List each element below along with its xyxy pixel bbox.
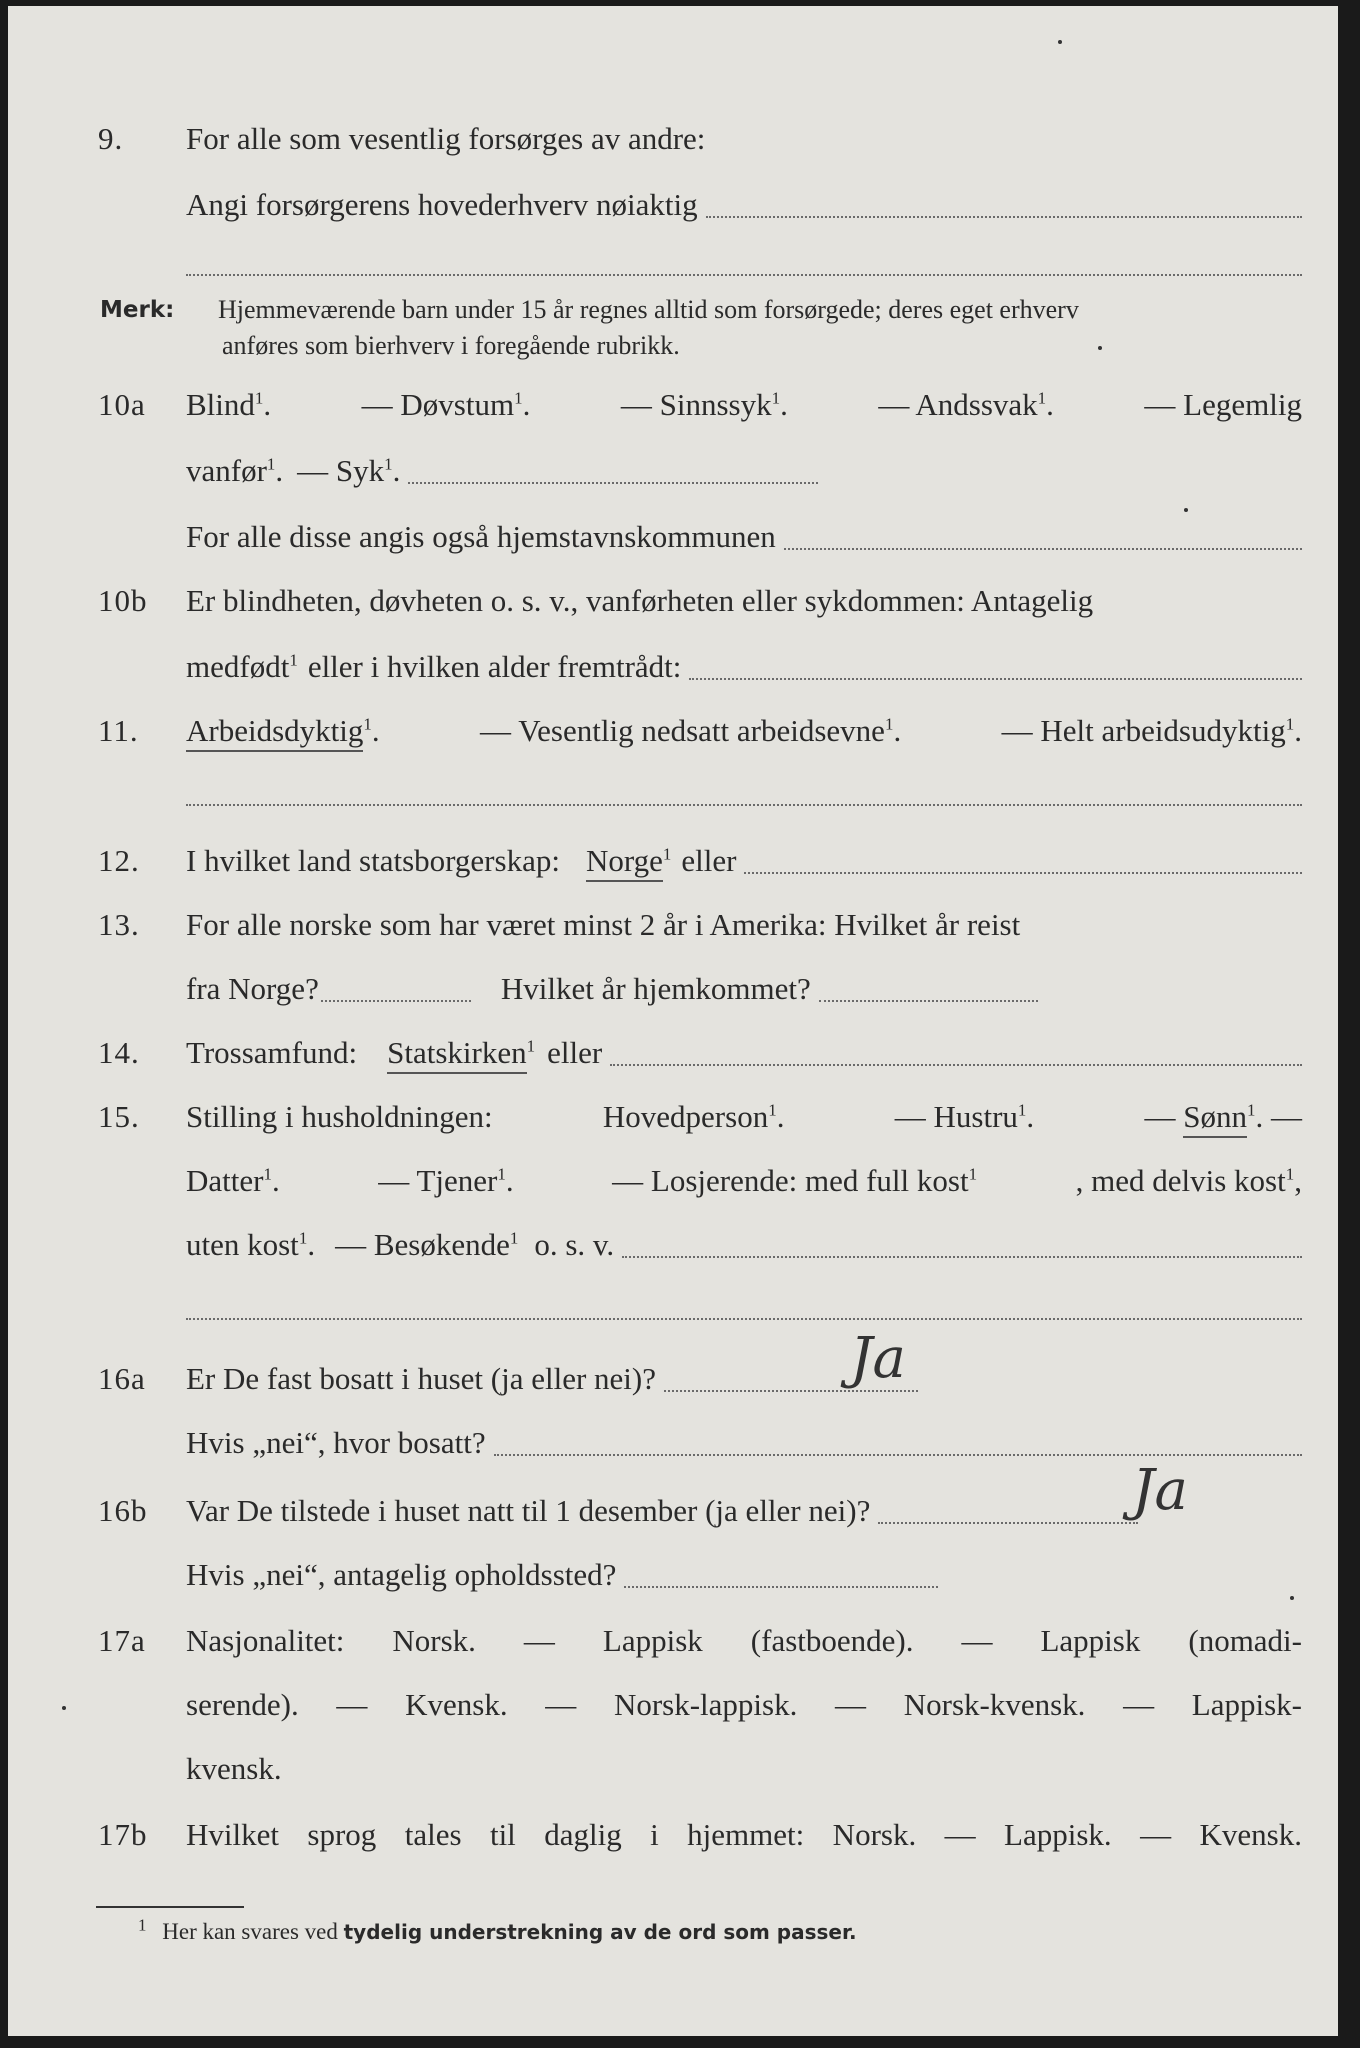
option-label: — Vesentlig nedsatt arbeidsevne <box>480 713 885 748</box>
question-number: 14. <box>98 1035 140 1070</box>
option-label: Hovedperson <box>602 1099 769 1134</box>
footnote-text: Her kan svares ved <box>162 1919 338 1944</box>
question-text: Stilling i husholdningen: <box>186 1099 493 1134</box>
option-label: — Andssvak <box>878 387 1038 422</box>
q16a-row-1 <box>8 1356 1338 1406</box>
answer-line[interactable] <box>186 804 1302 806</box>
footnote-ref: 1 <box>768 1100 777 1120</box>
q15-row-3 <box>8 1222 1338 1272</box>
option-label: Datter <box>186 1163 264 1198</box>
footnote-ref: 1 <box>1246 1100 1256 1120</box>
question-text: Er De fast bosatt i huset (ja eller nei)? <box>186 1361 656 1396</box>
option-datter[interactable]: Datter$^1$. <box>186 1163 280 1198</box>
question-text: Hvilket år hjemkommet? <box>500 971 811 1006</box>
note-label: Merk: <box>100 297 175 323</box>
note-line-2: anføres som bierhverv i foregående rubrikk. <box>222 331 680 360</box>
q9-row-2 <box>8 182 1338 232</box>
answer-field-q12[interactable] <box>744 871 1302 874</box>
paper-speck <box>62 1706 66 1710</box>
question-text: Hvis „nei“, antagelig opholdssted? <box>186 1557 617 1592</box>
q11-row <box>8 708 1338 758</box>
answer-line[interactable] <box>186 1318 1302 1320</box>
question-number: 13. <box>98 907 140 942</box>
option-label-underlined: Statskirken <box>387 1035 527 1074</box>
question-text: serende). — Kvensk. — Norsk-lappisk. — Norsk-kvensk. — Lappisk- <box>186 1687 1302 1722</box>
question-number: 10a <box>98 387 146 422</box>
q14-row <box>8 1030 1338 1080</box>
option-medfodt[interactable] <box>186 644 298 690</box>
q12-row <box>8 838 1338 888</box>
option-label: — Sinnssyk <box>620 387 772 422</box>
q10a-row-1 <box>8 382 1338 432</box>
footnote-ref: 1 <box>384 454 393 474</box>
footnote-ref: 1 <box>514 388 523 408</box>
question-text: Nasjonalitet: Norsk. — Lappisk (fastboende). — Lappisk (nomadi- <box>186 1623 1302 1658</box>
note-line-1: Hjemmeværende barn under 15 år regnes alltid som forsørgede; deres eget erhverv <box>218 295 1079 324</box>
option-eller: eller <box>547 1035 603 1070</box>
footnote-ref: 1 <box>1017 1100 1027 1120</box>
q16b-row-2 <box>8 1552 1338 1602</box>
option-besokende[interactable] <box>335 1222 518 1268</box>
option-nedsatt[interactable]: — Vesentlig nedsatt arbeidsevne$^1$. <box>480 713 902 748</box>
q17a-row-3 <box>8 1746 1338 1796</box>
option-hovedperson[interactable]: Hovedperson$^1$. <box>602 1099 785 1134</box>
option-syk[interactable]: — Syk$^1$. <box>297 453 401 488</box>
option-label-underlined: Arbeidsdyktig <box>186 713 363 752</box>
q10a-row-2 <box>8 448 1338 498</box>
q10b-row-1 <box>8 578 1338 628</box>
question-text: For alle disse angis også hjemstavnskommunen <box>186 519 776 554</box>
option-blind[interactable]: Blind$^1$. <box>186 387 272 422</box>
option-delvis-kost[interactable]: , med delvis kost$^1$, <box>1075 1163 1302 1198</box>
paper-speck <box>1058 40 1062 44</box>
answer-field-q10a[interactable] <box>408 481 818 484</box>
question-text: Er blindheten, døvheten o. s. v., vanførheten eller sykdommen: Antagelig <box>186 583 1094 618</box>
question-number: 9. <box>98 121 124 156</box>
q17b-row <box>8 1812 1338 1862</box>
footnote-ref: 1 <box>298 1228 308 1248</box>
option-full-kost[interactable] <box>612 1158 977 1204</box>
q10a-row-3 <box>8 514 1338 564</box>
footnote-ref: 1 <box>363 714 372 734</box>
option-udyktig[interactable]: — Helt arbeidsudyktig$^1$. <box>1001 713 1302 748</box>
footnote-ref: 1 <box>1037 388 1047 408</box>
footnote-ref: 1 <box>289 650 298 670</box>
question-text: Var De tilstede i huset natt til 1 desember (ja eller nei)? <box>186 1493 871 1528</box>
paper-speck <box>1290 1596 1294 1600</box>
question-number: 17a <box>98 1623 146 1658</box>
option-label: — Syk <box>297 453 385 488</box>
question-text: kvensk. <box>186 1751 282 1786</box>
footnote <box>138 1916 857 1948</box>
footnote-ref: 1 <box>771 388 781 408</box>
note-text <box>218 292 1302 364</box>
answer-field-q14[interactable] <box>610 1063 1302 1066</box>
option-label-underlined: Norge <box>586 843 663 882</box>
footnote-ref: 1 <box>662 844 672 864</box>
question-text: fra Norge? <box>186 971 319 1006</box>
answer-field-q10b[interactable] <box>689 677 1302 680</box>
answer-field-opholdssted[interactable] <box>624 1585 938 1588</box>
q17a-row-2 <box>8 1682 1338 1732</box>
option-label: — Losjerende: med full kost <box>612 1163 969 1198</box>
option-hustru[interactable]: — Hustru$^1$. <box>894 1099 1035 1134</box>
option-sinnssyk[interactable]: — Sinnssyk$^1$. <box>620 387 788 422</box>
option-label: medfødt <box>186 649 290 684</box>
footnote-rule <box>96 1906 244 1908</box>
question-text: For alle norske som har været minst 2 år i Amerika: Hvilket år reist <box>186 907 1021 942</box>
footnote-ref: 1 <box>968 1164 978 1184</box>
handwritten-answer-q16b: Ja <box>1132 1458 1188 1523</box>
q15-row-2 <box>8 1158 1338 1208</box>
footnote-ref: 1 <box>526 1036 536 1056</box>
option-label: vanfør <box>186 453 267 488</box>
question-text: For alle som vesentlig forsørges av andre: <box>186 121 706 156</box>
handwritten-answer-q16a: Ja <box>850 1326 906 1391</box>
option-label: — Tjener <box>378 1163 498 1198</box>
option-label: — Besøkende <box>335 1227 510 1262</box>
question-number: 10b <box>98 583 148 618</box>
question-number: 17b <box>98 1817 148 1852</box>
option-vanfor[interactable]: vanfør$^1$. <box>186 453 284 488</box>
option-arbeidsdyktig[interactable]: Arbeidsdyktig$^1$. <box>186 708 380 754</box>
answer-field-q9[interactable] <box>706 215 1302 218</box>
footnote-ref: 1 <box>497 1164 506 1184</box>
option-legemlig[interactable]: — Legemlig <box>1144 387 1302 422</box>
footnote-ref: 1 <box>509 1228 519 1248</box>
answer-field-bosatt[interactable] <box>494 1453 1302 1456</box>
q17a-row-1 <box>8 1618 1338 1668</box>
answer-field-q15[interactable] <box>622 1255 1302 1258</box>
option-tjener[interactable]: — Tjener$^1$. <box>378 1163 514 1198</box>
question-text: I hvilket land statsborgerskap: <box>186 843 560 878</box>
question-number: 11. <box>98 713 139 748</box>
q15-row-1 <box>8 1094 1338 1144</box>
question-text: Hvilket sprog tales til daglig i hjemmet: Norsk. — Lappisk. — Kvensk. <box>186 1817 1302 1852</box>
option-label: , med delvis kost <box>1075 1163 1286 1198</box>
answer-line[interactable] <box>186 274 1302 276</box>
question-text: Trossamfund: <box>186 1035 358 1070</box>
option-uten-kost[interactable]: uten kost$^1$. <box>186 1227 316 1262</box>
paper-speck <box>1184 508 1188 512</box>
question-number: 16b <box>98 1493 148 1528</box>
question-number: 12. <box>98 843 140 878</box>
footnote-emphasis: tydelig understrekning av de ord som passer. <box>343 1920 857 1944</box>
option-sonn[interactable]: — Sønn$^1$. — <box>1144 1094 1302 1140</box>
option-label: — Helt arbeidsudyktig <box>1001 713 1286 748</box>
q10b-row-2 <box>8 644 1338 694</box>
footnote-ref: 1 <box>254 388 264 408</box>
option-label: Blind <box>186 387 255 422</box>
answer-field-hjemstavn[interactable] <box>784 547 1302 550</box>
question-number: 16a <box>98 1361 146 1396</box>
answer-field-hjemkommet[interactable] <box>819 999 1038 1002</box>
footnote-ref: 1 <box>1285 1164 1295 1184</box>
question-text: Hvis „nei“, hvor bosatt? <box>186 1425 486 1460</box>
option-osv: o. s. v. <box>534 1227 615 1262</box>
q9-row-1 <box>8 116 1338 166</box>
footnote-ref: 1 <box>266 454 276 474</box>
footnote-ref: 1 <box>884 714 894 734</box>
q13-row-1 <box>8 902 1338 952</box>
census-form-page <box>8 6 1338 2036</box>
question-number: 15. <box>98 1099 140 1134</box>
paper-speck <box>1098 346 1102 350</box>
footnote-ref: 1 <box>263 1164 272 1184</box>
option-label-underlined: Sønn <box>1183 1099 1247 1138</box>
q13-row-2 <box>8 966 1338 1016</box>
option-eller: eller <box>681 843 737 878</box>
option-label: uten kost <box>186 1227 299 1262</box>
answer-field-q16b[interactable] <box>878 1521 1138 1524</box>
footnote-ref: 1 <box>1285 714 1295 734</box>
footnote-mark: 1 <box>138 1915 147 1935</box>
option-label: — Hustru <box>894 1099 1018 1134</box>
question-text: Angi forsørgerens hovederhverv nøiaktig <box>186 187 698 222</box>
question-text: eller i hvilken alder fremtrådt: <box>307 649 682 684</box>
option-andssvak[interactable]: — Andssvak$^1$. <box>878 387 1054 422</box>
option-statskirken[interactable] <box>387 1030 535 1076</box>
option-norge[interactable] <box>586 838 671 884</box>
option-label: — Døvstum <box>361 387 515 422</box>
option-dovstum[interactable]: — Døvstum$^1$. <box>361 387 531 422</box>
answer-field-reist[interactable] <box>321 999 471 1002</box>
